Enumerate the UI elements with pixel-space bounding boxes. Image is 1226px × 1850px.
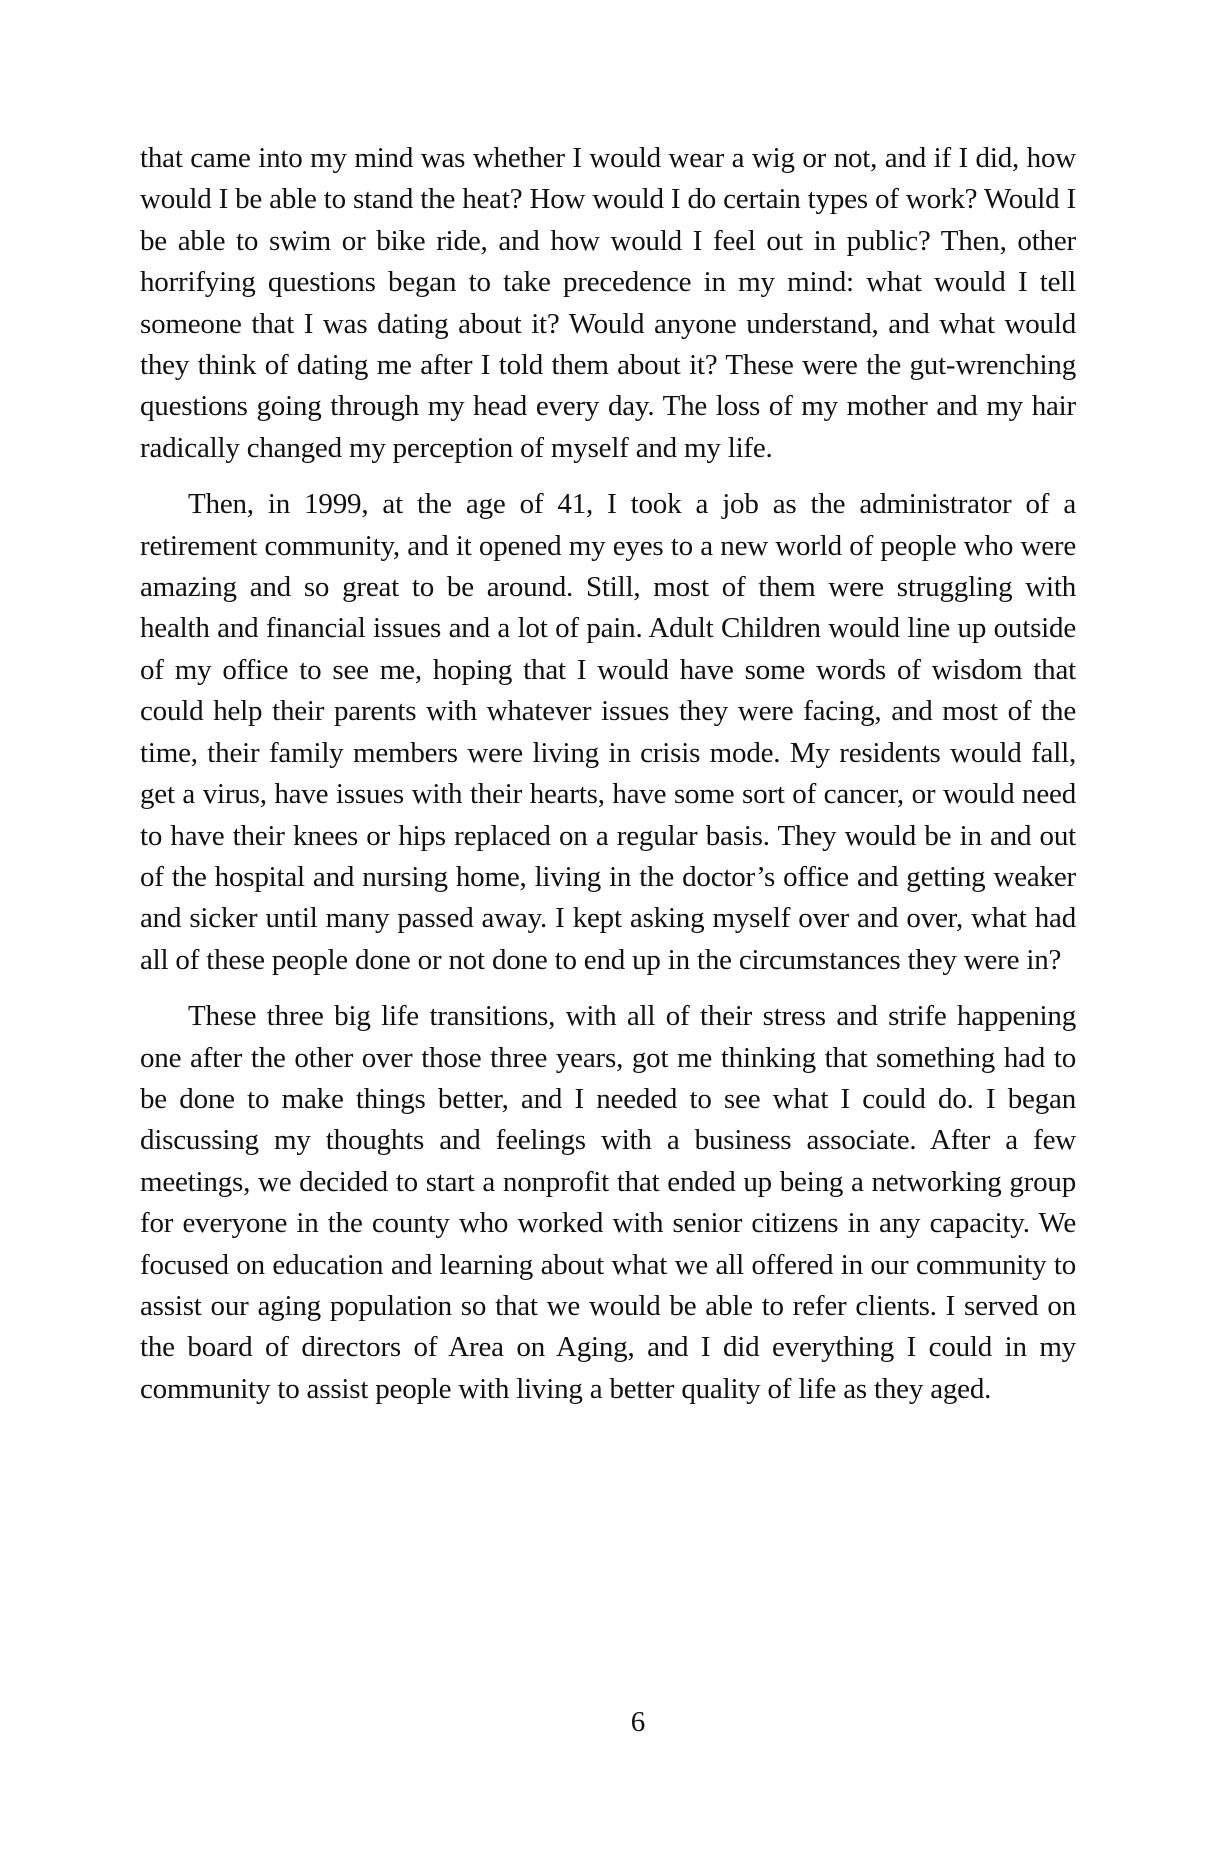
paragraph-1: that came into my mind was whether I would wear a wig or not, and if I did, how would I be able to stand the heat? How would I do certain types of work? Would I be able to swim or bike ride, and how would I feel out in public? Then, other horrifying questions began to take precedence in my mind: what would I tell someone that I was dating about it? Would anyone understand, and what would they think of dating me after I told them about it? These were the gut-wrenching questions going through my head every day. The loss of my mother and my hair radically changed my perception of myself and my life. bbox=[140, 142, 1076, 464]
paragraph-3: These three big life transitions, with all of their stress and strife happening one after the other over those three years, got me thinking that something had to be done to make things better, and I needed to see what I could do. I began discussing my thoughts and feelings with a business associate. After a few meetings, we decided to start a nonprofit that ended up being a networking group for everyone in the county who worked with senior citizens in any capacity. We focused on education and learning about what we all offered in our community to assist our aging population so that we would be able to refer clients. I served on the board of directors of Area on Aging, and I did everything I could in my community to assist people with living a better quality of life as they aged. bbox=[140, 1000, 1076, 1405]
page-body bbox=[140, 138, 1076, 1425]
page-number: 6 bbox=[630, 1706, 646, 1738]
paragraph-2: Then, in 1999, at the age of 41, I took a job as the administrator of a retirement community, and it opened my eyes to a new world of people who were amazing and so great to be around. Still, most of them were struggling with health and financial issues and a lot of pain. Adult Children would line up outside of my office to see me, hoping that I would have some words of wisdom that could help their parents with whatever issues they were facing, and most of the time, their family members were living in crisis mode. My residents would fall, get a virus, have issues with their hearts, have some sort of cancer, or would need to have their knees or hips replaced on a regular basis. They would be in and out of the hospital and nursing home, living in the doctor’s office and getting weaker and sicker until many passed away. I kept asking myself over and over, what had all of these people done or not done to end up in the circumstances they were in? bbox=[140, 488, 1076, 976]
